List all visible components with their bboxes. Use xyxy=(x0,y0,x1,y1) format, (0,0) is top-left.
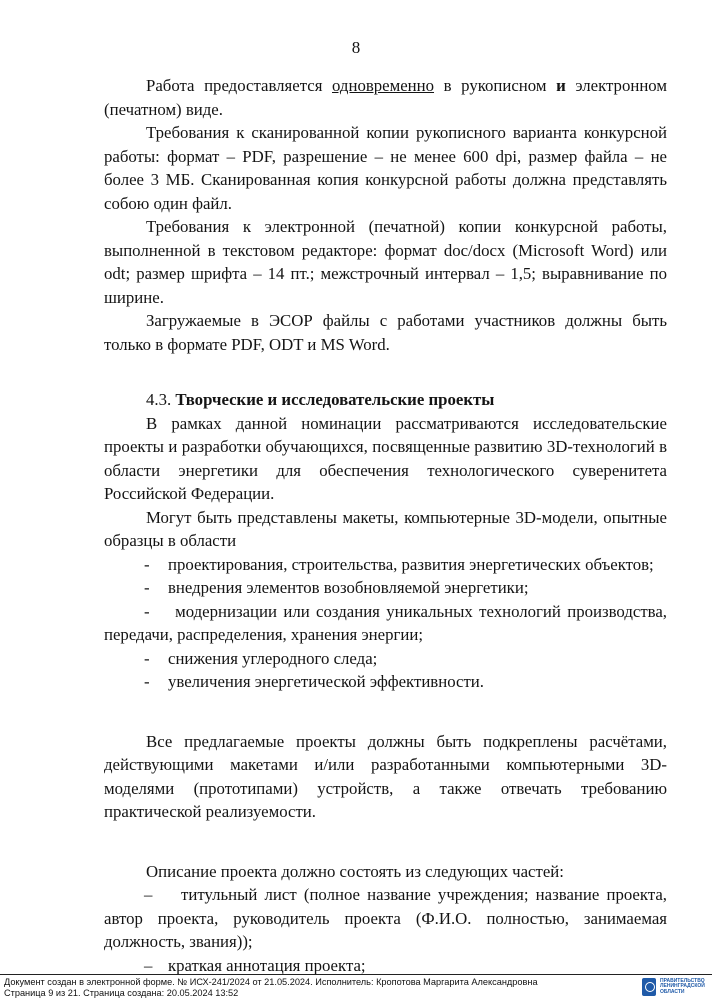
list-item-text: краткая аннотация проекта; xyxy=(168,955,366,975)
section-heading xyxy=(104,388,667,412)
footer-line-2: Страница 9 из 21. Страница создана: 20.05.2024 13:52 xyxy=(4,988,239,998)
list-item xyxy=(104,600,667,647)
list-item-text: титульный лист (полное название учреждения; название проекта, автор проекта, руководитель проекта (Ф.И.О. полностью, занимаемая должность, звания)); xyxy=(104,885,667,951)
government-emblem-icon xyxy=(642,978,656,996)
footer-line-1: Документ создан в электронной форме. № ИСХ-241/2024 от 21.05.2024. Исполнитель: Кропотова Маргарита Александровна xyxy=(4,977,538,987)
text-run: Работа предоставляется xyxy=(146,76,333,95)
footer-logo xyxy=(642,978,706,996)
section-number: 4.3. xyxy=(146,390,176,409)
list-dash: – xyxy=(144,885,153,904)
section-title: Творческие и исследовательские проекты xyxy=(175,390,495,409)
text-run: электронном (печатном) виде. xyxy=(104,76,667,119)
paragraph-upload-formats: Загружаемые в ЭСОР файлы с работами участников должны быть только в формате PDF, ODT и MS Word. xyxy=(104,311,667,354)
list-item-text: модернизации или создания уникальных технологий производства, передачи, распределения, хранения энергии; xyxy=(104,601,667,644)
list-item xyxy=(104,883,667,954)
list-item xyxy=(104,576,667,600)
paragraph-description-parts: Описание проекта должно состоять из следующих частей: xyxy=(146,861,564,881)
list-item-text: проектирования, строительства, развития энергетических объектов; xyxy=(168,554,654,574)
logo-text: ПРАВИТЕЛЬСТВО ЛЕНИНГРАДСКОЙ ОБЛАСТИ xyxy=(660,977,705,995)
footer-text xyxy=(4,977,538,999)
paragraph-presentable-items: Могут быть представлены макеты, компьютерные 3D-модели, опытные образцы в области xyxy=(104,507,667,550)
list-dash: - xyxy=(144,648,150,668)
paragraph-scan-requirements: Требования к сканированной копии рукописного варианта конкурсной работы: формат – PDF, разрешение – не менее 600 dpi, размер файла – не более 3 МБ. Сканированная копия конкурсной работы должна представлять собою один файл. xyxy=(104,123,667,213)
list-dash: - xyxy=(144,601,150,621)
list-dash: - xyxy=(144,672,150,691)
paragraph-electronic-requirements: Требования к электронной (печатной) копии конкурсной работы, выполненной в текстовом редакторе: формат doc/docx (Microsoft Word) или odt; размер шрифта – 14 пт.; межстрочный интервал – 1,5; выравнивание по ширине. xyxy=(104,217,667,307)
underlined-word: одновременно xyxy=(332,76,435,95)
list-dash: – xyxy=(144,955,153,975)
list-item-text: снижения углеродного следа; xyxy=(168,648,378,668)
document-body xyxy=(104,74,667,977)
list-item xyxy=(104,647,667,671)
bold-word: и xyxy=(556,76,566,95)
list-item-text: увеличения энергетической эффективности. xyxy=(168,672,484,691)
list-item xyxy=(104,553,667,577)
text-run: в рукописном xyxy=(434,76,557,95)
list-dash: - xyxy=(144,578,150,597)
paragraph-nomination-description: В рамках данной номинации рассматриваются исследовательские проекты и разработки обучающихся, посвященные развитию 3D-технологий в области энергетики для обеспечения технологического суверенитета Российской Федерации. xyxy=(104,413,667,503)
list-dash: - xyxy=(144,554,150,574)
document-footer xyxy=(0,974,712,1001)
paragraph-submission-format xyxy=(104,74,667,121)
list-item xyxy=(104,670,667,694)
page-number: 8 xyxy=(351,38,361,57)
paragraph-project-requirements: Все предлагаемые проекты должны быть подкреплены расчётами, действующими макетами и/или разработанными компьютерными 3D-моделями (прототипами) устройств, а также отвечать требованию практической реализуемости. xyxy=(104,731,667,821)
list-item-text: внедрения элементов возобновляемой энергетики; xyxy=(168,578,529,597)
